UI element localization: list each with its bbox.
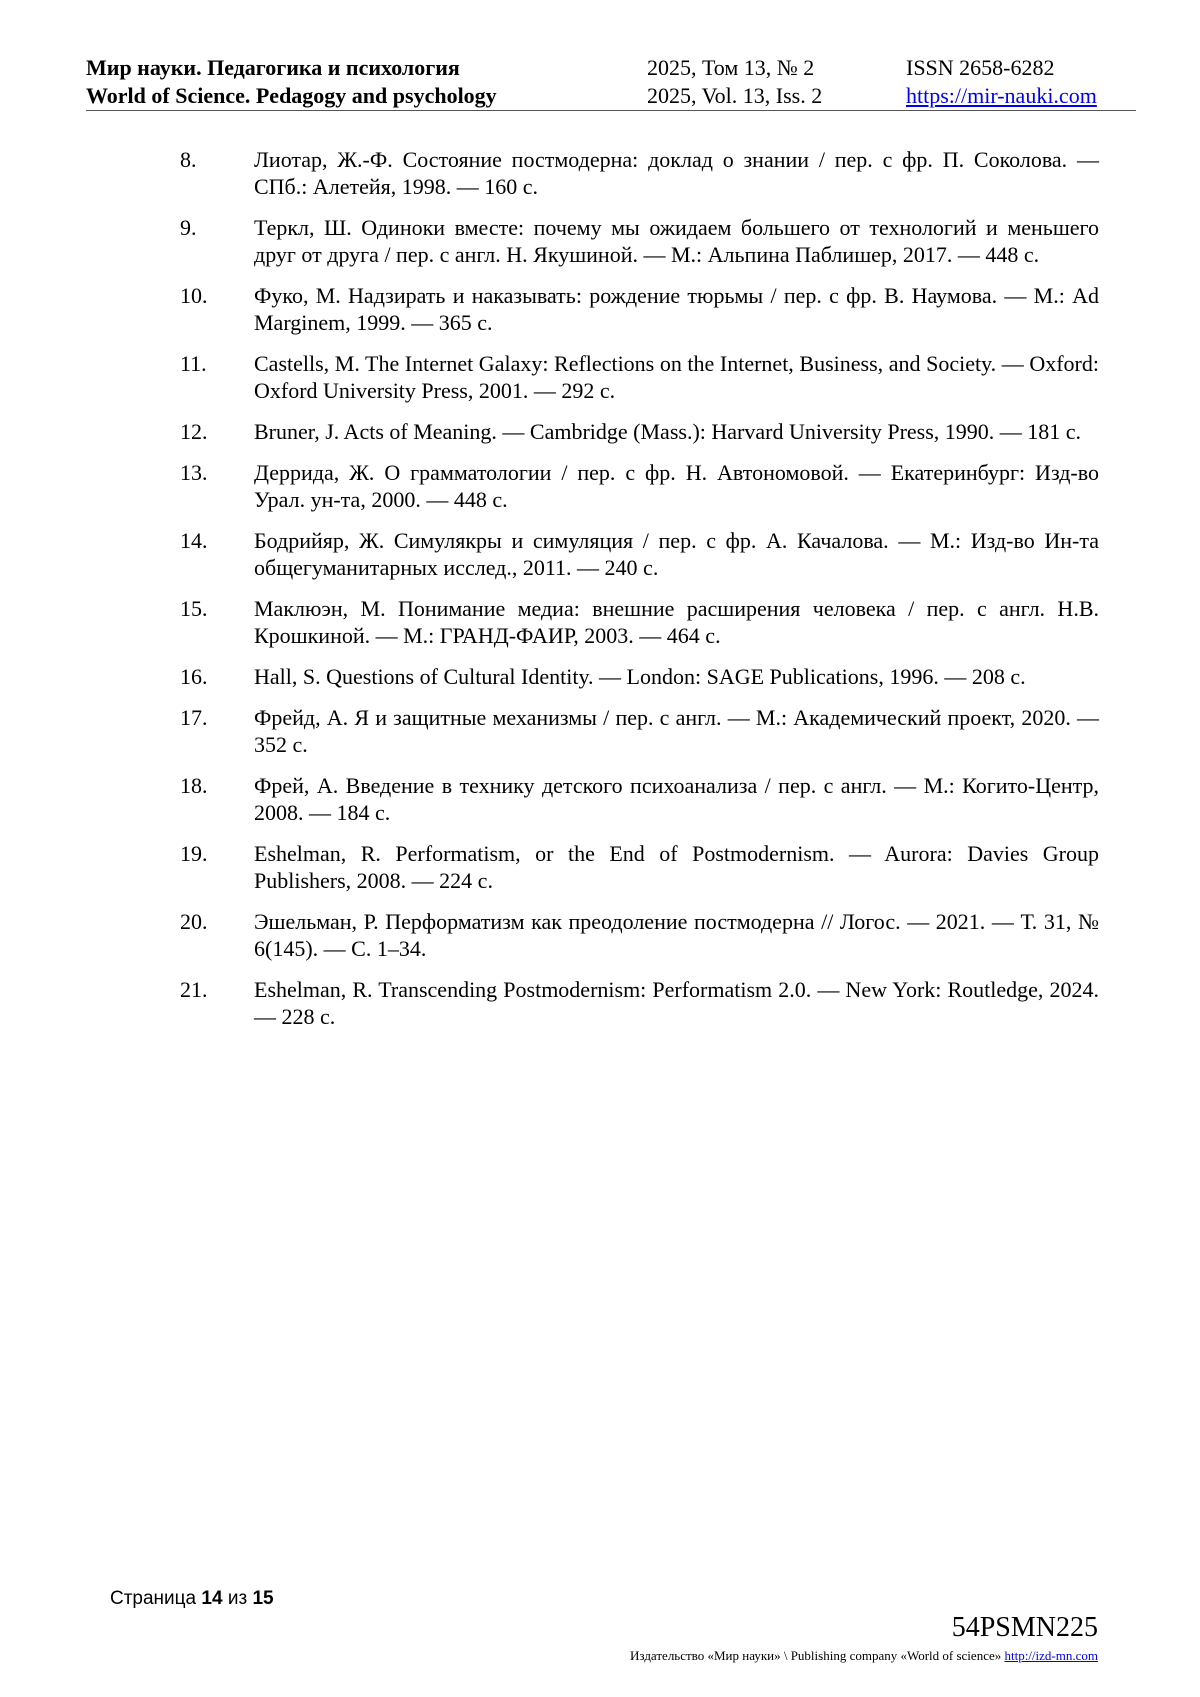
reference-text: Bruner, J. Acts of Meaning. — Cambridge (Mass.): Harvard University Press, 1990. — 181 с. [254,419,1082,444]
reference-number: 21. [180,977,208,1002]
page-current: 14 [201,1588,223,1609]
reference-number: 13. [180,460,208,485]
reference-text: Фрейд, А. Я и защитные механизмы / пер. с англ. — М.: Академический проект, 2020. — 352 с. [254,705,1099,757]
reference-list [180,146,1099,1044]
publisher-line [630,1648,1098,1664]
reference-item [180,840,1099,894]
journal-title-ru: Мир науки. Педагогика и психология [86,55,460,80]
reference-item [180,704,1099,758]
publisher-link[interactable]: http://izd-mn.com [1004,1648,1098,1663]
reference-item [180,595,1099,649]
page-total: 15 [252,1588,274,1609]
reference-number: 8. [180,147,197,172]
reference-number: 20. [180,909,208,934]
reference-text: Castells, M. The Internet Galaxy: Reflections on the Internet, Business, and Society. — Oxford: Oxford University Press, 2001. — 292 с. [254,351,1099,403]
reference-item [180,772,1099,826]
reference-number: 16. [180,664,208,689]
reference-text: Деррида, Ж. О грамматологии / пер. с фр. Н. Автономовой. — Екатеринбург: Изд-во Урал. ун-та, 2000. — 448 с. [254,460,1099,512]
journal-title-block [86,54,497,110]
reference-text: Фрей, А. Введение в технику детского психоанализа / пер. с англ. — М.: Когито-Центр, 2008. — 184 с. [254,773,1099,825]
page-header [86,54,1136,111]
reference-text: Эшельман, Р. Перформатизм как преодоление постмодерна // Логос. — 2021. — Т. 31, № 6(145). — С. 1–34. [254,909,1099,961]
volume-ru: 2025, Том 13, № 2 [647,55,815,80]
journal-title-en: World of Science. Pedagogy and psychology [86,83,497,108]
volume-block [647,54,822,110]
reference-item [180,146,1099,200]
reference-item [180,908,1099,962]
reference-number: 17. [180,705,208,730]
reference-text: Eshelman, R. Performatism, or the End of Postmodernism. — Aurora: Davies Group Publishers, 2008. — 224 с. [254,841,1099,893]
reference-item [180,976,1099,1030]
reference-text: Eshelman, R. Transcending Postmodernism: Performatism 2.0. — New York: Routledge, 2024. — 228 с. [254,977,1099,1029]
reference-text: Лиотар, Ж.-Ф. Состояние постмодерна: доклад о знании / пер. с фр. П. Соколова. — СПб.: Алетейя, 1998. — 160 с. [254,147,1099,199]
volume-en: 2025, Vol. 13, Iss. 2 [647,83,823,108]
reference-number: 10. [180,283,208,308]
issn: ISSN 2658-6282 [906,55,1055,80]
reference-item [180,214,1099,268]
reference-item [180,282,1099,336]
reference-text: Бодрийяр, Ж. Симулякры и симуляция / пер. с фр. А. Качалова. — М.: Изд-во Ин-та общегуманитарных исслед., 2011. — 240 с. [254,528,1099,580]
publisher-text: Издательство «Мир науки» \ Publishing company «World of science» [630,1648,1002,1663]
reference-number: 14. [180,528,208,553]
page-label: Страница [110,1588,197,1609]
reference-text: Фуко, М. Надзирать и наказывать: рождение тюрьмы / пер. с фр. В. Наумова. — М.: Ad Marginem, 1999. — 365 с. [254,283,1099,335]
reference-item [180,663,1099,690]
reference-item [180,527,1099,581]
reference-number: 11. [180,351,207,376]
reference-item [180,459,1099,513]
reference-item [180,350,1099,404]
reference-number: 15. [180,596,208,621]
reference-number: 12. [180,419,208,444]
page-of: из [227,1588,248,1609]
journal-link[interactable]: https://mir-nauki.com [906,83,1097,108]
reference-item [180,418,1099,445]
page-counter [110,1588,274,1610]
article-code: 54PSMN225 [951,1612,1098,1643]
reference-text: Hall, S. Questions of Cultural Identity. — London: SAGE Publications, 1996. — 208 с. [254,664,1026,689]
reference-number: 19. [180,841,208,866]
issn-block [906,54,1097,110]
reference-text: Теркл, Ш. Одиноки вместе: почему мы ожидаем большего от технологий и меньшего друг от друга / пер. с англ. Н. Якушиной. — М.: Альпина Паблишер, 2017. — 448 с. [254,215,1099,267]
reference-text: Маклюэн, М. Понимание медиа: внешние расширения человека / пер. с англ. Н.В. Крошкиной. — М.: ГРАНД-ФАИР, 2003. — 464 с. [254,596,1099,648]
reference-number: 18. [180,773,208,798]
reference-number: 9. [180,215,197,240]
